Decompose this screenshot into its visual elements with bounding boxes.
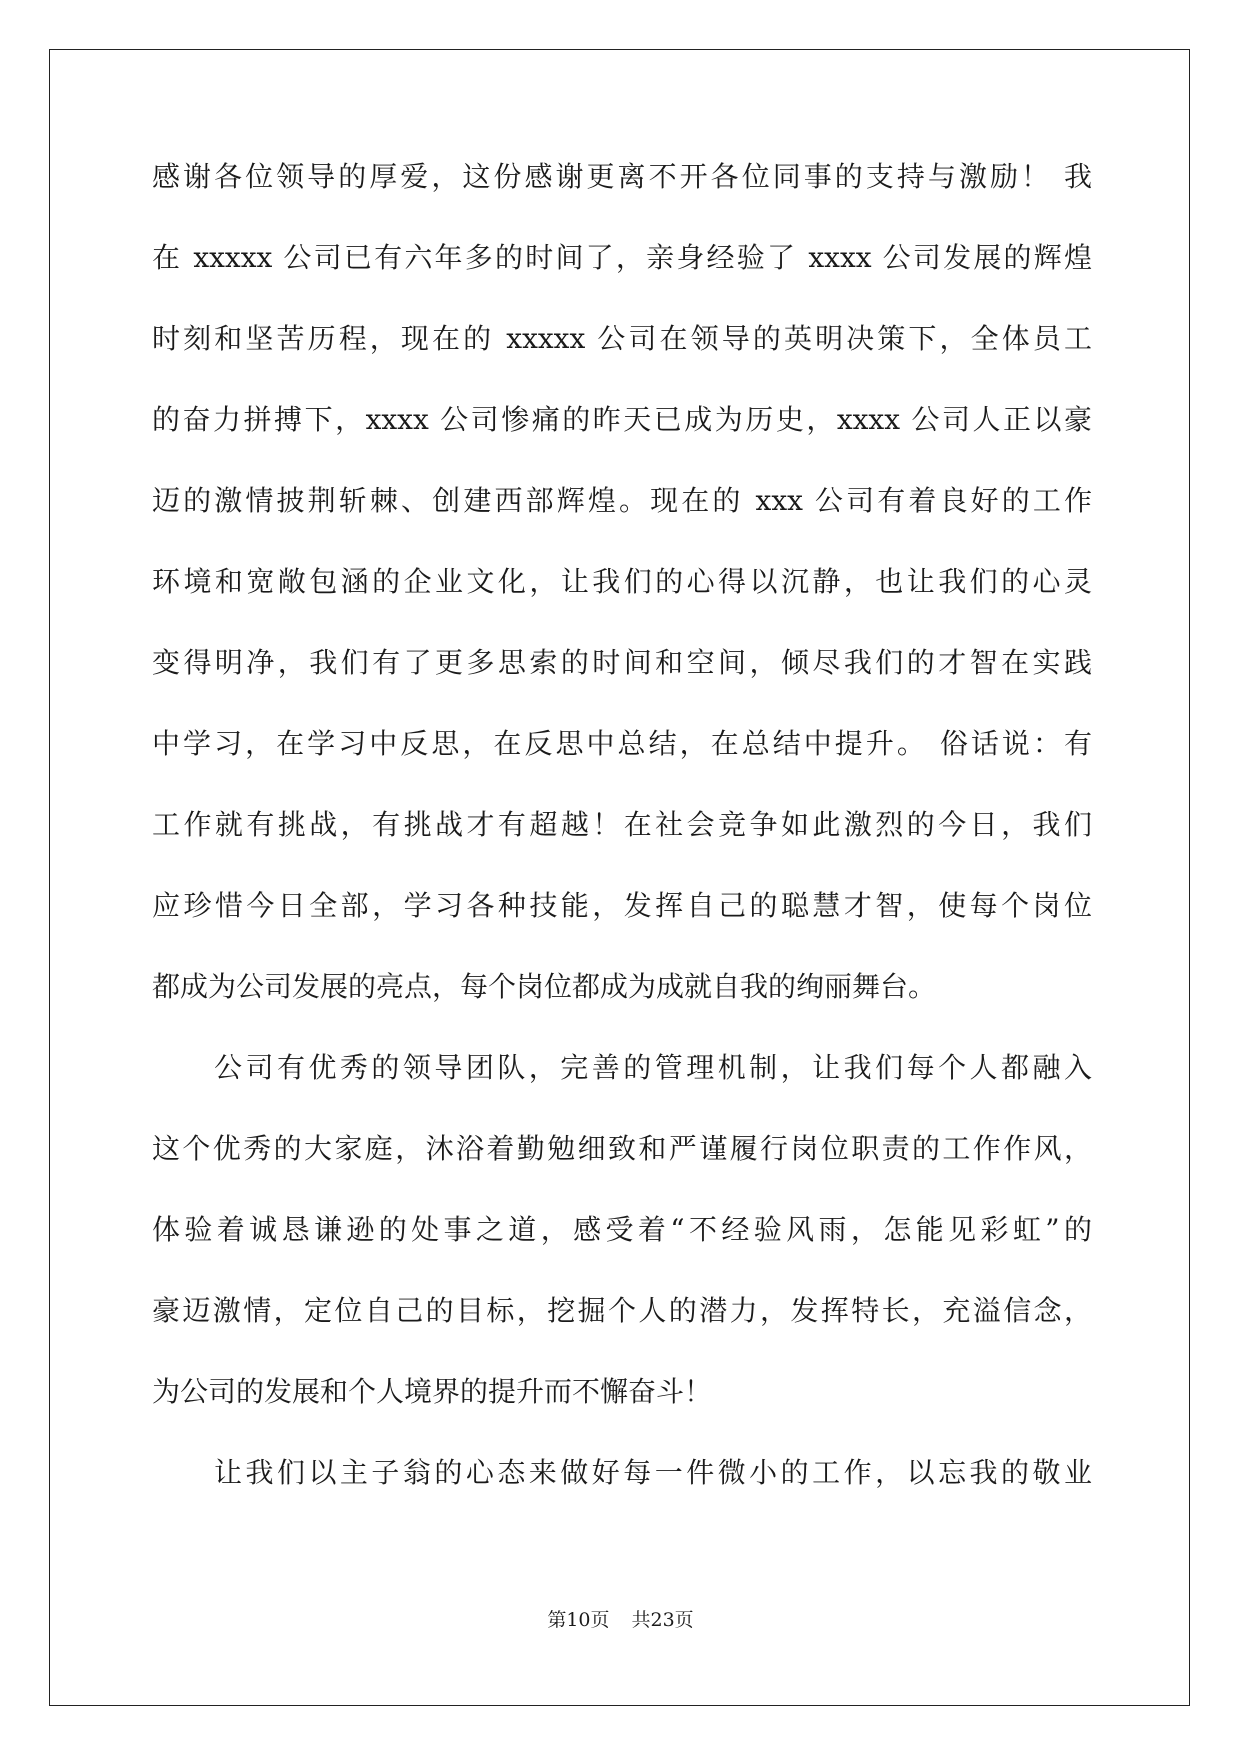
page-total: 共23页 [631, 1609, 694, 1631]
text-line: 的奋力拼搏下，xxxx 公司惨痛的昨天已成为历史，xxxx 公司人正以豪 [152, 403, 1092, 436]
text-line: 环境和宽敞包涵的企业文化，让我们的心得以沉静，也让我们的心灵 [152, 565, 1092, 598]
text-line: 应珍惜今日全部，学习各种技能，发挥自己的聪慧才智，使每个岗位 [152, 889, 1092, 922]
text-line: 时刻和坚苦历程，现在的 xxxxx 公司在领导的英明决策下，全体员工 [152, 322, 1092, 355]
text-line: 迈的激情披荆斩棘、创建西部辉煌。现在的 xxx 公司有着良好的工作 [152, 484, 1092, 517]
text-line: 在 xxxxx 公司已有六年多的时间了，亲身经验了 xxxx 公司发展的辉煌 [152, 241, 1092, 274]
paragraph-first-line: 让我们以主子翁的心态来做好每一件微小的工作，以忘我的敬业 [214, 1456, 1092, 1489]
paragraph-first-line: 公司有优秀的领导团队，完善的管理机制，让我们每个人都融入 [214, 1051, 1092, 1084]
text-line: 豪迈激情，定位自己的目标，挖掘个人的潜力，发挥特长，充溢信念， [152, 1294, 1092, 1327]
text-line: 工作就有挑战，有挑战才有超越！在社会竞争如此激烈的今日，我们 [152, 808, 1092, 841]
text-line: 都成为公司发展的亮点，每个岗位都成为成就自我的绚丽舞台。 [152, 970, 937, 1003]
text-line: 感谢各位领导的厚爱，这份感谢更离不开各位同事的支持与激励！ 我 [152, 160, 1092, 193]
text-line: 为公司的发展和个人境界的提升而不懈奋斗！ [152, 1375, 713, 1408]
text-line: 体验着诚恳谦逊的处事之道，感受着“不经验风雨，怎能见彩虹”的 [152, 1213, 1092, 1246]
text-line: 这个优秀的大家庭，沐浴着勤勉细致和严谨履行岗位职责的工作作风， [152, 1132, 1092, 1165]
page-number: 第10页 [547, 1609, 610, 1631]
document-body [152, 160, 1092, 1537]
text-line: 中学习，在学习中反思，在反思中总结，在总结中提升。 俗话说：有 [152, 727, 1092, 760]
text-line: 变得明净，我们有了更多思索的时间和空间，倾尽我们的才智在实践 [152, 646, 1092, 679]
page-footer [0, 1608, 1241, 1632]
